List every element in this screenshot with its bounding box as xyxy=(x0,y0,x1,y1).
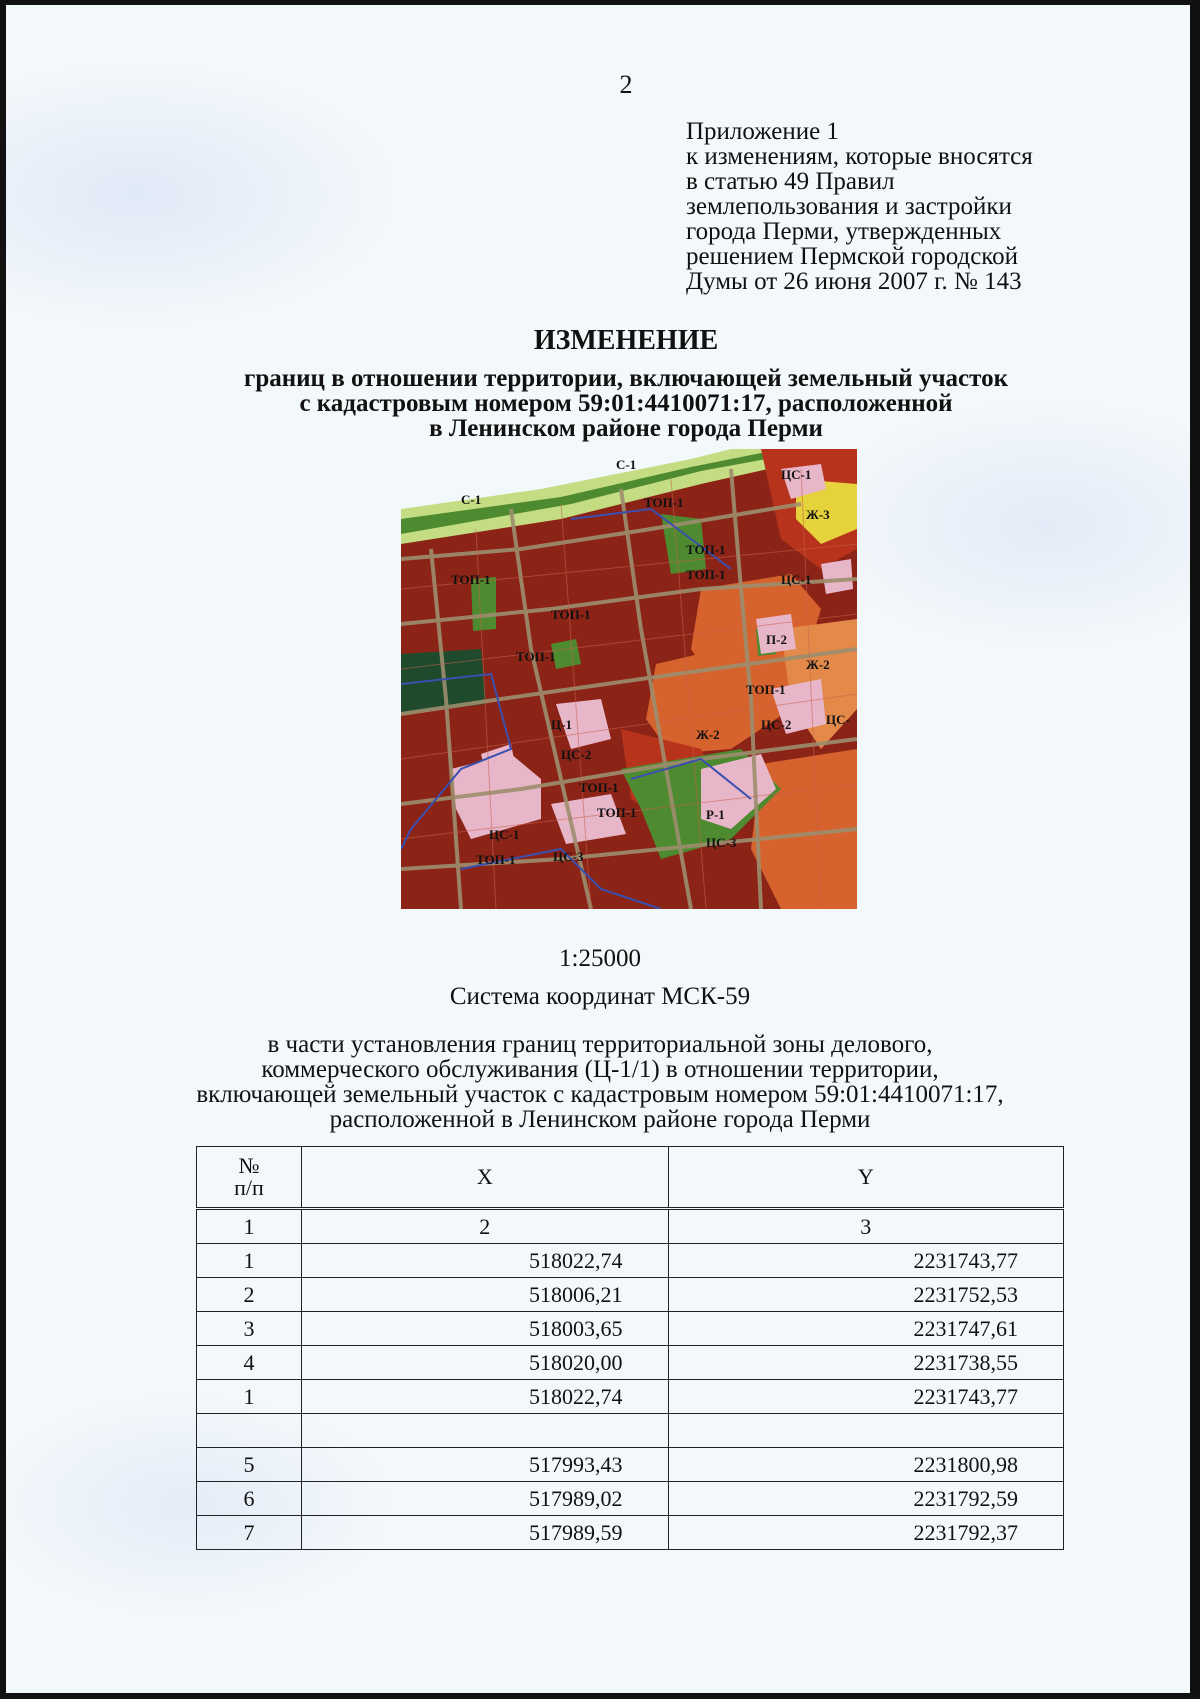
coordinates-table xyxy=(196,1146,1064,1550)
y-coordinate-cell: 2231738,55 xyxy=(668,1346,1063,1380)
point-number-cell xyxy=(197,1414,302,1448)
zoning-map-image xyxy=(401,449,857,909)
point-number-cell: 4 xyxy=(197,1346,302,1380)
map-label: ЦС- xyxy=(826,712,850,727)
map-label: ТОП-1 xyxy=(644,495,684,510)
y-coordinate-cell: 2231800,98 xyxy=(668,1448,1063,1482)
table-header-row xyxy=(197,1147,1064,1209)
table-row xyxy=(197,1380,1064,1414)
appendix-line: города Перми, утвержденных xyxy=(686,218,1002,245)
point-number-cell: 2 xyxy=(197,1278,302,1312)
subtitle-line: в Ленинском районе города Перми xyxy=(429,415,823,442)
appendix-line: в статью 49 Правил xyxy=(686,168,895,195)
map-label: Ж-2 xyxy=(806,657,830,672)
map-label: ТОП-1 xyxy=(551,607,591,622)
description-line: включающей земельный участок с кадастровым номером 59:01:4410071:17, xyxy=(196,1081,1004,1108)
map-label: ТОП-1 xyxy=(476,852,516,867)
map-label: П-2 xyxy=(766,632,787,647)
x-coordinate-cell: 518003,65 xyxy=(302,1312,669,1346)
table-row xyxy=(197,1414,1064,1448)
description-line: коммерческого обслуживания (Ц-1/1) в отношении территории, xyxy=(261,1056,939,1083)
point-number-cell: 1 xyxy=(197,1380,302,1414)
map-label: Р-1 xyxy=(706,807,725,822)
point-number-cell: 7 xyxy=(197,1516,302,1550)
subtitle-line: границ в отношении территории, включающей земельный участок xyxy=(243,365,1009,392)
map-label: С-1 xyxy=(616,457,637,472)
x-coordinate-cell xyxy=(302,1414,669,1448)
map-label: ЦС-2 xyxy=(761,717,792,732)
table-row xyxy=(197,1448,1064,1482)
appendix-line: решением Пермской городской xyxy=(686,243,1019,270)
appendix-line: Думы от 26 июня 2007 г. № 143 xyxy=(686,268,1022,295)
header-number: № п/п xyxy=(197,1147,302,1209)
map-label: ЦС-2 xyxy=(561,747,592,762)
header-x: X xyxy=(302,1147,669,1209)
y-coordinate-cell: 2231743,77 xyxy=(668,1380,1063,1414)
point-number-cell: 1 xyxy=(197,1244,302,1278)
description-line: расположенной в Ленинском районе города Перми xyxy=(329,1106,871,1133)
map-label: Ж-3 xyxy=(806,507,830,522)
map-label: ЦС-1 xyxy=(489,827,520,842)
map-label: ЦС-3 xyxy=(553,849,584,864)
header-y: Y xyxy=(668,1147,1063,1209)
x-coordinate-cell: 518006,21 xyxy=(302,1278,669,1312)
x-coordinate-cell: 518022,74 xyxy=(302,1380,669,1414)
appendix-line: Приложение 1 xyxy=(686,118,839,145)
point-number-cell: 3 xyxy=(197,1312,302,1346)
description xyxy=(0,1032,1200,1132)
map-label: ТОП-1 xyxy=(686,567,726,582)
map-label: С-1 xyxy=(461,492,482,507)
table-body xyxy=(197,1209,1064,1550)
x-coordinate-cell: 517989,59 xyxy=(302,1516,669,1550)
document-title: ИЗМЕНЕНИЕ xyxy=(533,325,719,356)
appendix-note xyxy=(686,119,1086,294)
map-label: ТОП-1 xyxy=(597,805,637,820)
map-label: ТОП-1 xyxy=(579,780,619,795)
y-coordinate-cell: 2231747,61 xyxy=(668,1312,1063,1346)
table-row xyxy=(197,1278,1064,1312)
map-label: ТОП-1 xyxy=(746,682,786,697)
y-coordinate-cell: 2231752,53 xyxy=(668,1278,1063,1312)
page-number: 2 xyxy=(619,70,633,99)
x-coordinate-cell: 518020,00 xyxy=(302,1346,669,1380)
table-row xyxy=(197,1346,1064,1380)
column-number: 3 xyxy=(668,1209,1063,1244)
x-coordinate-cell: 517993,43 xyxy=(302,1448,669,1482)
table-row xyxy=(197,1482,1064,1516)
y-coordinate-cell: 2231743,77 xyxy=(668,1244,1063,1278)
map-label: ЦС-1 xyxy=(781,467,812,482)
map-label: ТОП-1 xyxy=(686,542,726,557)
coordinate-system: Система координат МСК-59 xyxy=(449,983,751,1010)
column-number: 2 xyxy=(302,1209,669,1244)
table-row xyxy=(197,1244,1064,1278)
appendix-line: землепользования и застройки xyxy=(686,193,1012,220)
map-label: ТОП-1 xyxy=(516,649,556,664)
description-line: в части установления границ территориальной зоны делового, xyxy=(267,1031,933,1058)
zoning-map xyxy=(401,449,857,909)
map-scale: 1:25000 xyxy=(559,945,641,972)
y-coordinate-cell: 2231792,37 xyxy=(668,1516,1063,1550)
x-coordinate-cell: 517989,02 xyxy=(302,1482,669,1516)
subtitle-line: с кадастровым номером 59:01:4410071:17, расположенной xyxy=(299,390,953,417)
column-numbers-row xyxy=(197,1209,1064,1244)
map-label: Ц-1 xyxy=(551,717,572,732)
point-number-cell: 5 xyxy=(197,1448,302,1482)
map-label: ЦС-1 xyxy=(781,572,812,587)
point-number-cell: 6 xyxy=(197,1482,302,1516)
map-label: ЦС-3 xyxy=(706,835,737,850)
map-label: ТОП-1 xyxy=(451,572,491,587)
y-coordinate-cell xyxy=(668,1414,1063,1448)
x-coordinate-cell: 518022,74 xyxy=(302,1244,669,1278)
column-number: 1 xyxy=(197,1209,302,1244)
appendix-line: к изменениям, которые вносятся xyxy=(686,143,1033,170)
map-label: Ж-2 xyxy=(696,727,720,742)
document-subtitle xyxy=(0,366,1200,441)
table-row xyxy=(197,1516,1064,1550)
table-row xyxy=(197,1312,1064,1346)
y-coordinate-cell: 2231792,59 xyxy=(668,1482,1063,1516)
